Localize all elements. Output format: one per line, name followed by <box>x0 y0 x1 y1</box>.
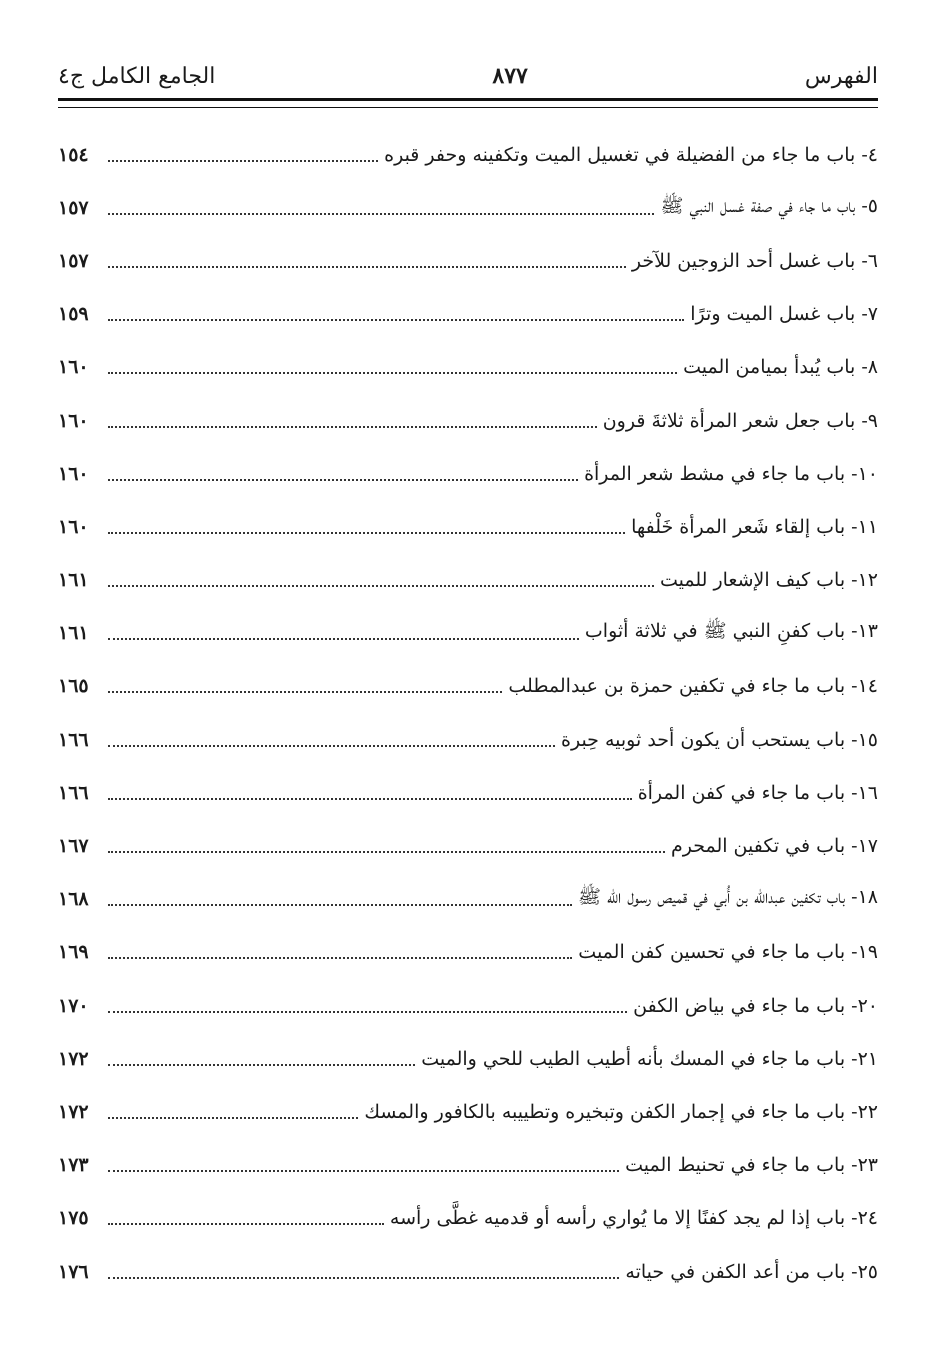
toc-entry <box>58 766 878 819</box>
table-of-contents <box>58 128 878 1298</box>
toc-entry <box>58 234 878 287</box>
toc-entry-title: ٦- باب غسل أحد الزوجين للآخر <box>631 249 878 272</box>
toc-entry-title: ٢٣- باب ما جاء في تحنيط الميت <box>625 1154 878 1177</box>
dot-leader <box>108 372 677 374</box>
toc-entry-page-number: ١٧٣ <box>58 1154 89 1177</box>
toc-entry-page-number: ١٦٧ <box>58 835 89 858</box>
toc-entry-title: ١٩- باب ما جاء في تحسين كفن الميت <box>578 941 878 964</box>
dot-leader <box>108 957 572 959</box>
header-book-title: الجامع الكامل ج٤ <box>58 63 216 89</box>
toc-entry-page-number: ١٦٠ <box>58 409 89 432</box>
toc-entry-page-number: ١٧٥ <box>58 1207 89 1230</box>
toc-entry-title: ١٤- باب ما جاء في تكفين حمزة بن عبدالمطلب <box>508 675 878 698</box>
toc-entry <box>58 288 878 341</box>
toc-entry <box>58 660 878 713</box>
toc-entry-page-number: ١٧٢ <box>58 1100 89 1123</box>
toc-entry-title: ٢٤- باب إذا لم يجد كفنًا إلا ما يُواري رأسه أو قدميه غطَّى رأسه <box>389 1207 878 1230</box>
toc-entry-title: ١٥- باب يستحب أن يكون أحد ثوبيه حِبرة <box>561 728 878 751</box>
toc-entry-page-number: ١٦٠ <box>58 462 89 485</box>
dot-leader <box>108 1117 358 1119</box>
toc-entry <box>58 926 878 979</box>
toc-entry-title: ٩- باب جعل شعر المرأة ثلاثةَ قرون <box>602 409 878 432</box>
toc-entry <box>58 181 878 234</box>
toc-entry-page-number: ١٦٨ <box>58 888 89 911</box>
page-header <box>58 58 878 94</box>
toc-entry-title: ٢١- باب ما جاء في المسك بأنه أطيب الطيب للحي والميت <box>421 1047 878 1070</box>
toc-entry <box>58 128 878 181</box>
header-section-title: الفهرس <box>804 63 878 89</box>
toc-entry-title: ٥- باب ما جاء في صفة غسل النبي ﷺ <box>660 194 878 217</box>
toc-entry <box>58 873 878 926</box>
toc-entry-page-number: ١٦٠ <box>58 356 89 379</box>
dot-leader <box>108 1011 627 1013</box>
dot-leader <box>108 691 502 693</box>
toc-entry-page-number: ١٦٦ <box>58 781 89 804</box>
toc-entry <box>58 1032 878 1085</box>
toc-entry-title: ٧- باب غسل الميت وترًا <box>690 303 878 326</box>
toc-entry-page-number: ١٥٧ <box>58 196 89 219</box>
toc-entry-page-number: ١٦٥ <box>58 675 89 698</box>
dot-leader <box>108 745 555 747</box>
dot-leader <box>108 266 626 268</box>
header-double-rule <box>58 98 878 108</box>
toc-entry-title: ٢٥- باب من أعد الكفن في حياته <box>625 1260 878 1283</box>
toc-entry-title: ١١- باب إلقاء شَعر المرأة خَلْفها <box>631 515 878 538</box>
toc-entry-page-number: ١٧٢ <box>58 1047 89 1070</box>
toc-entry <box>58 979 878 1032</box>
dot-leader <box>108 1064 415 1066</box>
toc-entry-title: ٤- باب ما جاء من الفضيلة في تغسيل الميت وتكفينه وحفر قبره <box>384 143 878 166</box>
toc-entry <box>58 1245 878 1298</box>
toc-entry-title: ١٨- باب تكفين عبدالله بن أُبي في قميص رسول الله ﷺ <box>577 886 878 909</box>
toc-entry-page-number: ١٦٩ <box>58 941 89 964</box>
toc-entry <box>58 1139 878 1192</box>
toc-entry <box>58 554 878 607</box>
header-page-number: ٨٧٧ <box>492 63 528 89</box>
dot-leader <box>108 798 632 800</box>
dot-leader <box>108 319 684 321</box>
dot-leader <box>108 1170 619 1172</box>
toc-entry-title: ٨- باب يُبدأ بميامن الميت <box>683 356 878 379</box>
toc-entry <box>58 1085 878 1138</box>
dot-leader <box>108 160 378 162</box>
dot-leader <box>108 532 625 534</box>
toc-entry <box>58 341 878 394</box>
dot-leader <box>108 904 572 906</box>
dot-leader <box>108 851 665 853</box>
toc-entry-page-number: ١٧٦ <box>58 1260 89 1283</box>
toc-entry <box>58 607 878 660</box>
toc-entry <box>58 447 878 500</box>
dot-leader <box>108 638 579 640</box>
dot-leader <box>108 1223 384 1225</box>
toc-entry <box>58 500 878 553</box>
toc-entry-page-number: ١٥٤ <box>58 143 89 166</box>
toc-entry-title: ٢٠- باب ما جاء في بياض الكفن <box>633 994 878 1017</box>
toc-entry-page-number: ١٥٩ <box>58 303 89 326</box>
toc-entry-title: ١٢- باب كيف الإشعار للميت <box>659 569 878 592</box>
toc-entry-page-number: ١٧٠ <box>58 994 89 1017</box>
dot-leader <box>108 426 597 428</box>
toc-entry-page-number: ١٦١ <box>58 622 89 645</box>
toc-entry-page-number: ١٥٧ <box>58 249 89 272</box>
toc-entry-title: ١٠- باب ما جاء في مشط شعر المرأة <box>584 462 878 485</box>
dot-leader <box>108 479 578 481</box>
toc-entry <box>58 819 878 872</box>
toc-entry-page-number: ١٦٦ <box>58 728 89 751</box>
dot-leader <box>108 213 654 215</box>
toc-entry-title: ٢٢- باب ما جاء في إجمار الكفن وتبخيره وتطييبه بالكافور والمسك <box>364 1100 878 1123</box>
toc-entry-title: ١٣- باب كفنِ النبي ﷺ في ثلاثة أثواب <box>584 620 878 643</box>
dot-leader <box>108 1277 619 1279</box>
toc-entry-page-number: ١٦٠ <box>58 515 89 538</box>
toc-entry-title: ١٧- باب في تكفين المحرم <box>670 835 878 858</box>
toc-entry <box>58 713 878 766</box>
toc-entry-page-number: ١٦١ <box>58 569 89 592</box>
toc-entry <box>58 1192 878 1245</box>
dot-leader <box>108 585 654 587</box>
toc-entry-title: ١٦- باب ما جاء في كفن المرأة <box>637 781 878 804</box>
toc-entry <box>58 394 878 447</box>
